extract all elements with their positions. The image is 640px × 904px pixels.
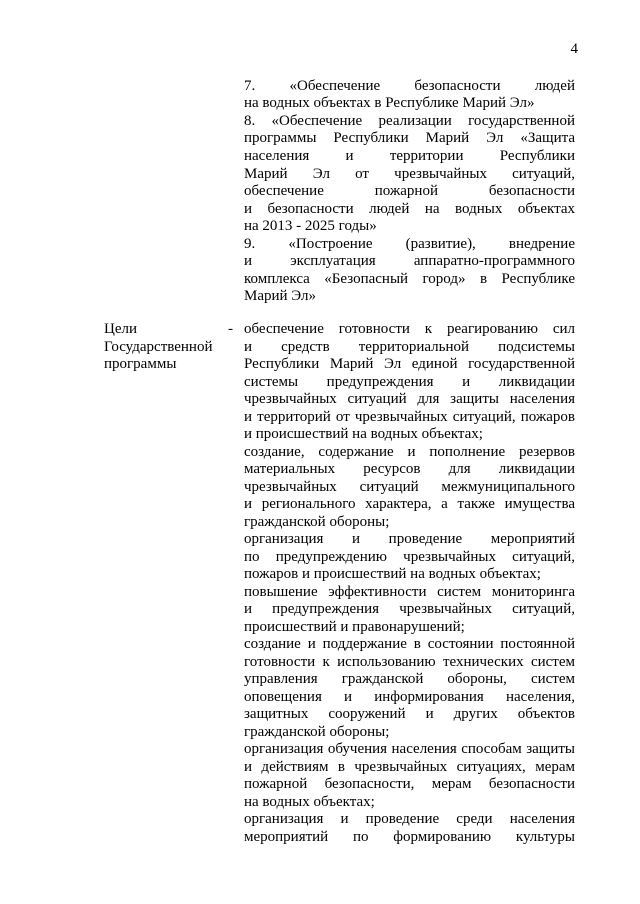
subprogram-line: комплекса «Безопасный город» в Республике xyxy=(244,271,575,287)
goals-line: создание, содержание и пополнение резервов xyxy=(244,444,575,460)
goals-line: управления гражданской обороны, систем xyxy=(244,671,575,687)
subprogram-line: 9. «Построение (развитие), внедрение xyxy=(244,236,575,252)
goals-line: и средств территориальной подсистемы xyxy=(244,339,575,355)
goals-line: и действиям в чрезвычайных ситуациях, мерам xyxy=(244,759,575,775)
subprogram-line: 8. «Обеспечение реализации государственной xyxy=(244,113,575,129)
subprogram-line: и безопасности людей на водных объектах xyxy=(244,201,575,217)
goals-line: и происшествий на водных объектах; xyxy=(244,426,483,442)
goals-line: готовности к использованию технических систем xyxy=(244,654,575,670)
goals-line: материальных ресурсов для ликвидации xyxy=(244,461,575,477)
goals-label-line: программы xyxy=(104,356,177,372)
goals-line: оповещения и информирования населения, xyxy=(244,689,575,705)
goals-line: Республики Марий Эл единой государственной xyxy=(244,356,575,372)
subprogram-line: на 2013 - 2025 годы» xyxy=(244,218,377,234)
goals-line: гражданской обороны; xyxy=(244,724,390,740)
goals-line: и предупреждения чрезвычайных ситуаций, xyxy=(244,601,575,617)
goals-line: организация и проведение среди населения xyxy=(244,811,575,827)
goals-line: системы предупреждения и ликвидации xyxy=(244,374,575,390)
goals-line: и регионального характера, а также имущества xyxy=(244,496,575,512)
goals-line: происшествий и правонарушений; xyxy=(244,619,465,635)
subprogram-line: населения и территории Республики xyxy=(244,148,575,164)
subprogram-line: Марий Эл» xyxy=(244,288,316,304)
page-number: 4 xyxy=(570,41,578,57)
goals-label-line: Государственной xyxy=(104,339,213,355)
goals-line: организация обучения населения способам защиты xyxy=(244,741,575,757)
goals-label-line: Цели xyxy=(104,321,138,337)
goals-line: гражданской обороны; xyxy=(244,514,390,530)
goals-line: пожарной безопасности, мерам безопасности xyxy=(244,776,575,792)
goals-line: организация и проведение мероприятий xyxy=(244,531,575,547)
subprogram-line: обеспечение пожарной безопасности xyxy=(244,183,575,199)
goals-line: на водных объектах; xyxy=(244,794,375,810)
subprogram-line: программы Республики Марий Эл «Защита xyxy=(244,130,575,146)
goals-line: пожаров и происшествий на водных объектах; xyxy=(244,566,541,582)
subprogram-line: Марий Эл от чрезвычайных ситуаций, xyxy=(244,166,575,182)
goals-line: и территорий от чрезвычайных ситуаций, пожаров xyxy=(244,409,575,425)
goals-line: чрезвычайных ситуаций для защиты населения xyxy=(244,391,575,407)
goals-line: мероприятий по формированию культуры xyxy=(244,829,575,845)
subprogram-line: 7. «Обеспечение безопасности людей xyxy=(244,78,575,94)
goals-line: чрезвычайных ситуаций межмуниципального xyxy=(244,479,575,495)
label-dash: - xyxy=(228,321,233,337)
goals-line: повышение эффективности систем мониторинга xyxy=(244,584,575,600)
goals-line: создание и поддержание в состоянии постоянной xyxy=(244,636,575,652)
subprogram-line: на водных объектах в Республике Марий Эл» xyxy=(244,95,535,111)
goals-line: защитных сооружений и других объектов xyxy=(244,706,575,722)
goals-line: обеспечение готовности к реагированию сил xyxy=(244,321,575,337)
subprogram-line: и эксплуатация аппаратно-программного xyxy=(244,253,575,269)
goals-line: по предупреждению чрезвычайных ситуаций, xyxy=(244,549,575,565)
